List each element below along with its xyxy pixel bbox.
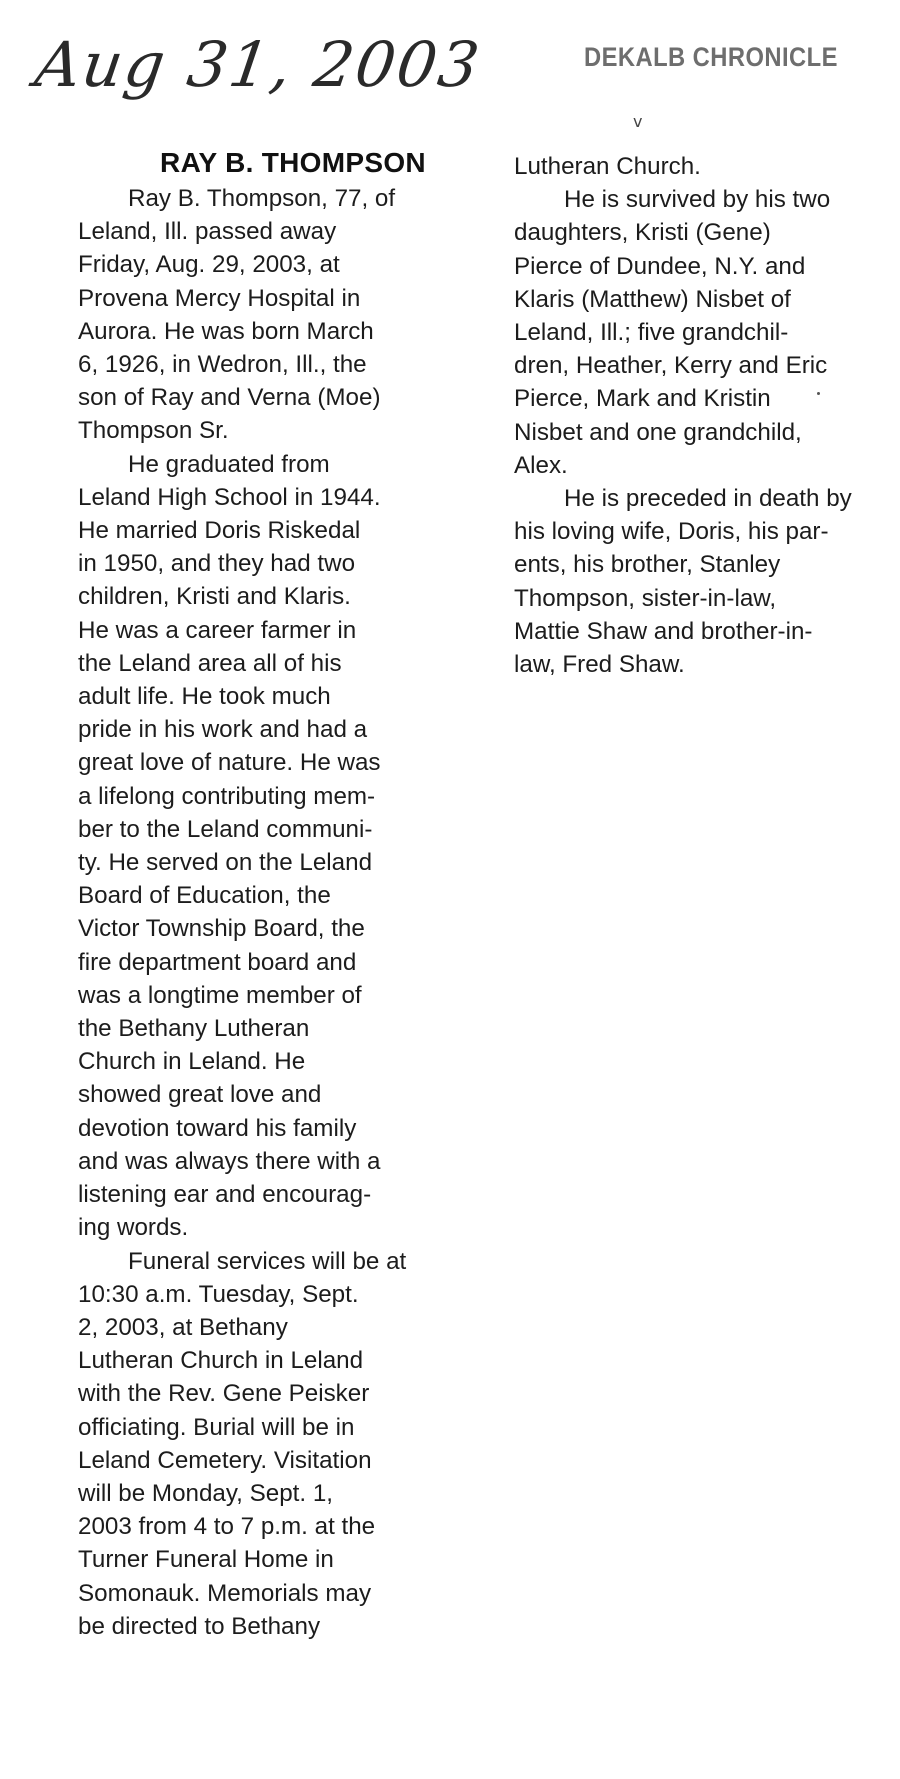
obituary-paragraph-services: Funeral services will be at 10:30 a.m. Tuesday, Sept. 2, 2003, at Bethany Lutheran Church in Leland with the Rev. Gene Peisker officiating. Burial will be in Leland Cemetery. Visitation will be Monday, Sept. 1, 2003 from 4 to 7 p.m. at the Turner Funeral Home in Somonauk. Memorials may be directed to Bethany (78, 1247, 407, 1640)
obituary-paragraph-services-continued: Lutheran Church. (514, 153, 701, 180)
obituary-paragraph-intro: Ray B. Thompson, 77, of Leland, Ill. passed away Friday, Aug. 29, 2003, at Provena Mercy Hospital in Aurora. He was born March 6, 1926, in Wedron, Ill., the son of Ray and Verna (Moe) Thompson Sr. (78, 185, 396, 445)
obituary-paragraph-preceded: He is preceded in death by his loving wife, Doris, his par- ents, his brother, Stanley Thompson, sister-in-law, Mattie Shaw and brother-in- law, Fred Shaw. (514, 485, 852, 679)
stray-pen-mark: ⅴ (633, 112, 643, 131)
obituary-column-left (78, 146, 488, 1643)
obituary-headline: RAY B. THOMPSON (160, 147, 426, 178)
newspaper-masthead: DEKALB CHRONICLE (584, 42, 838, 72)
handwritten-date-annotation: Aug 31, 2003 (30, 28, 486, 101)
obituary-column-right (514, 150, 894, 681)
obituary-paragraph-survivors: He is survived by his two daughters, Kristi (Gene) Pierce of Dundee, N.Y. and Klaris (Matthew) Nisbet of Leland, Ill.; five grandchil- dren, Heather, Kerry and Eric Pierce, Mark and Kristin Nisbet and one grandchild, Alex. (514, 186, 831, 479)
obituary-paragraph-life: He graduated from Leland High School in 1944. He married Doris Riskedal in 1950, and they had two children, Kristi and Klaris. He was a career farmer in the Leland area all of his adult life. He took much pride in his work and had a great love of nature. He was a lifelong contributing mem- ber to the Leland communi- ty. He served on the Leland Board of Education, the Victor Township Board, the fire department board and was a longtime member of the Bethany Lutheran Church in Leland. He showed great love and devotion toward his family and was always there with a listening ear and encourag- ing words. (78, 450, 381, 1242)
